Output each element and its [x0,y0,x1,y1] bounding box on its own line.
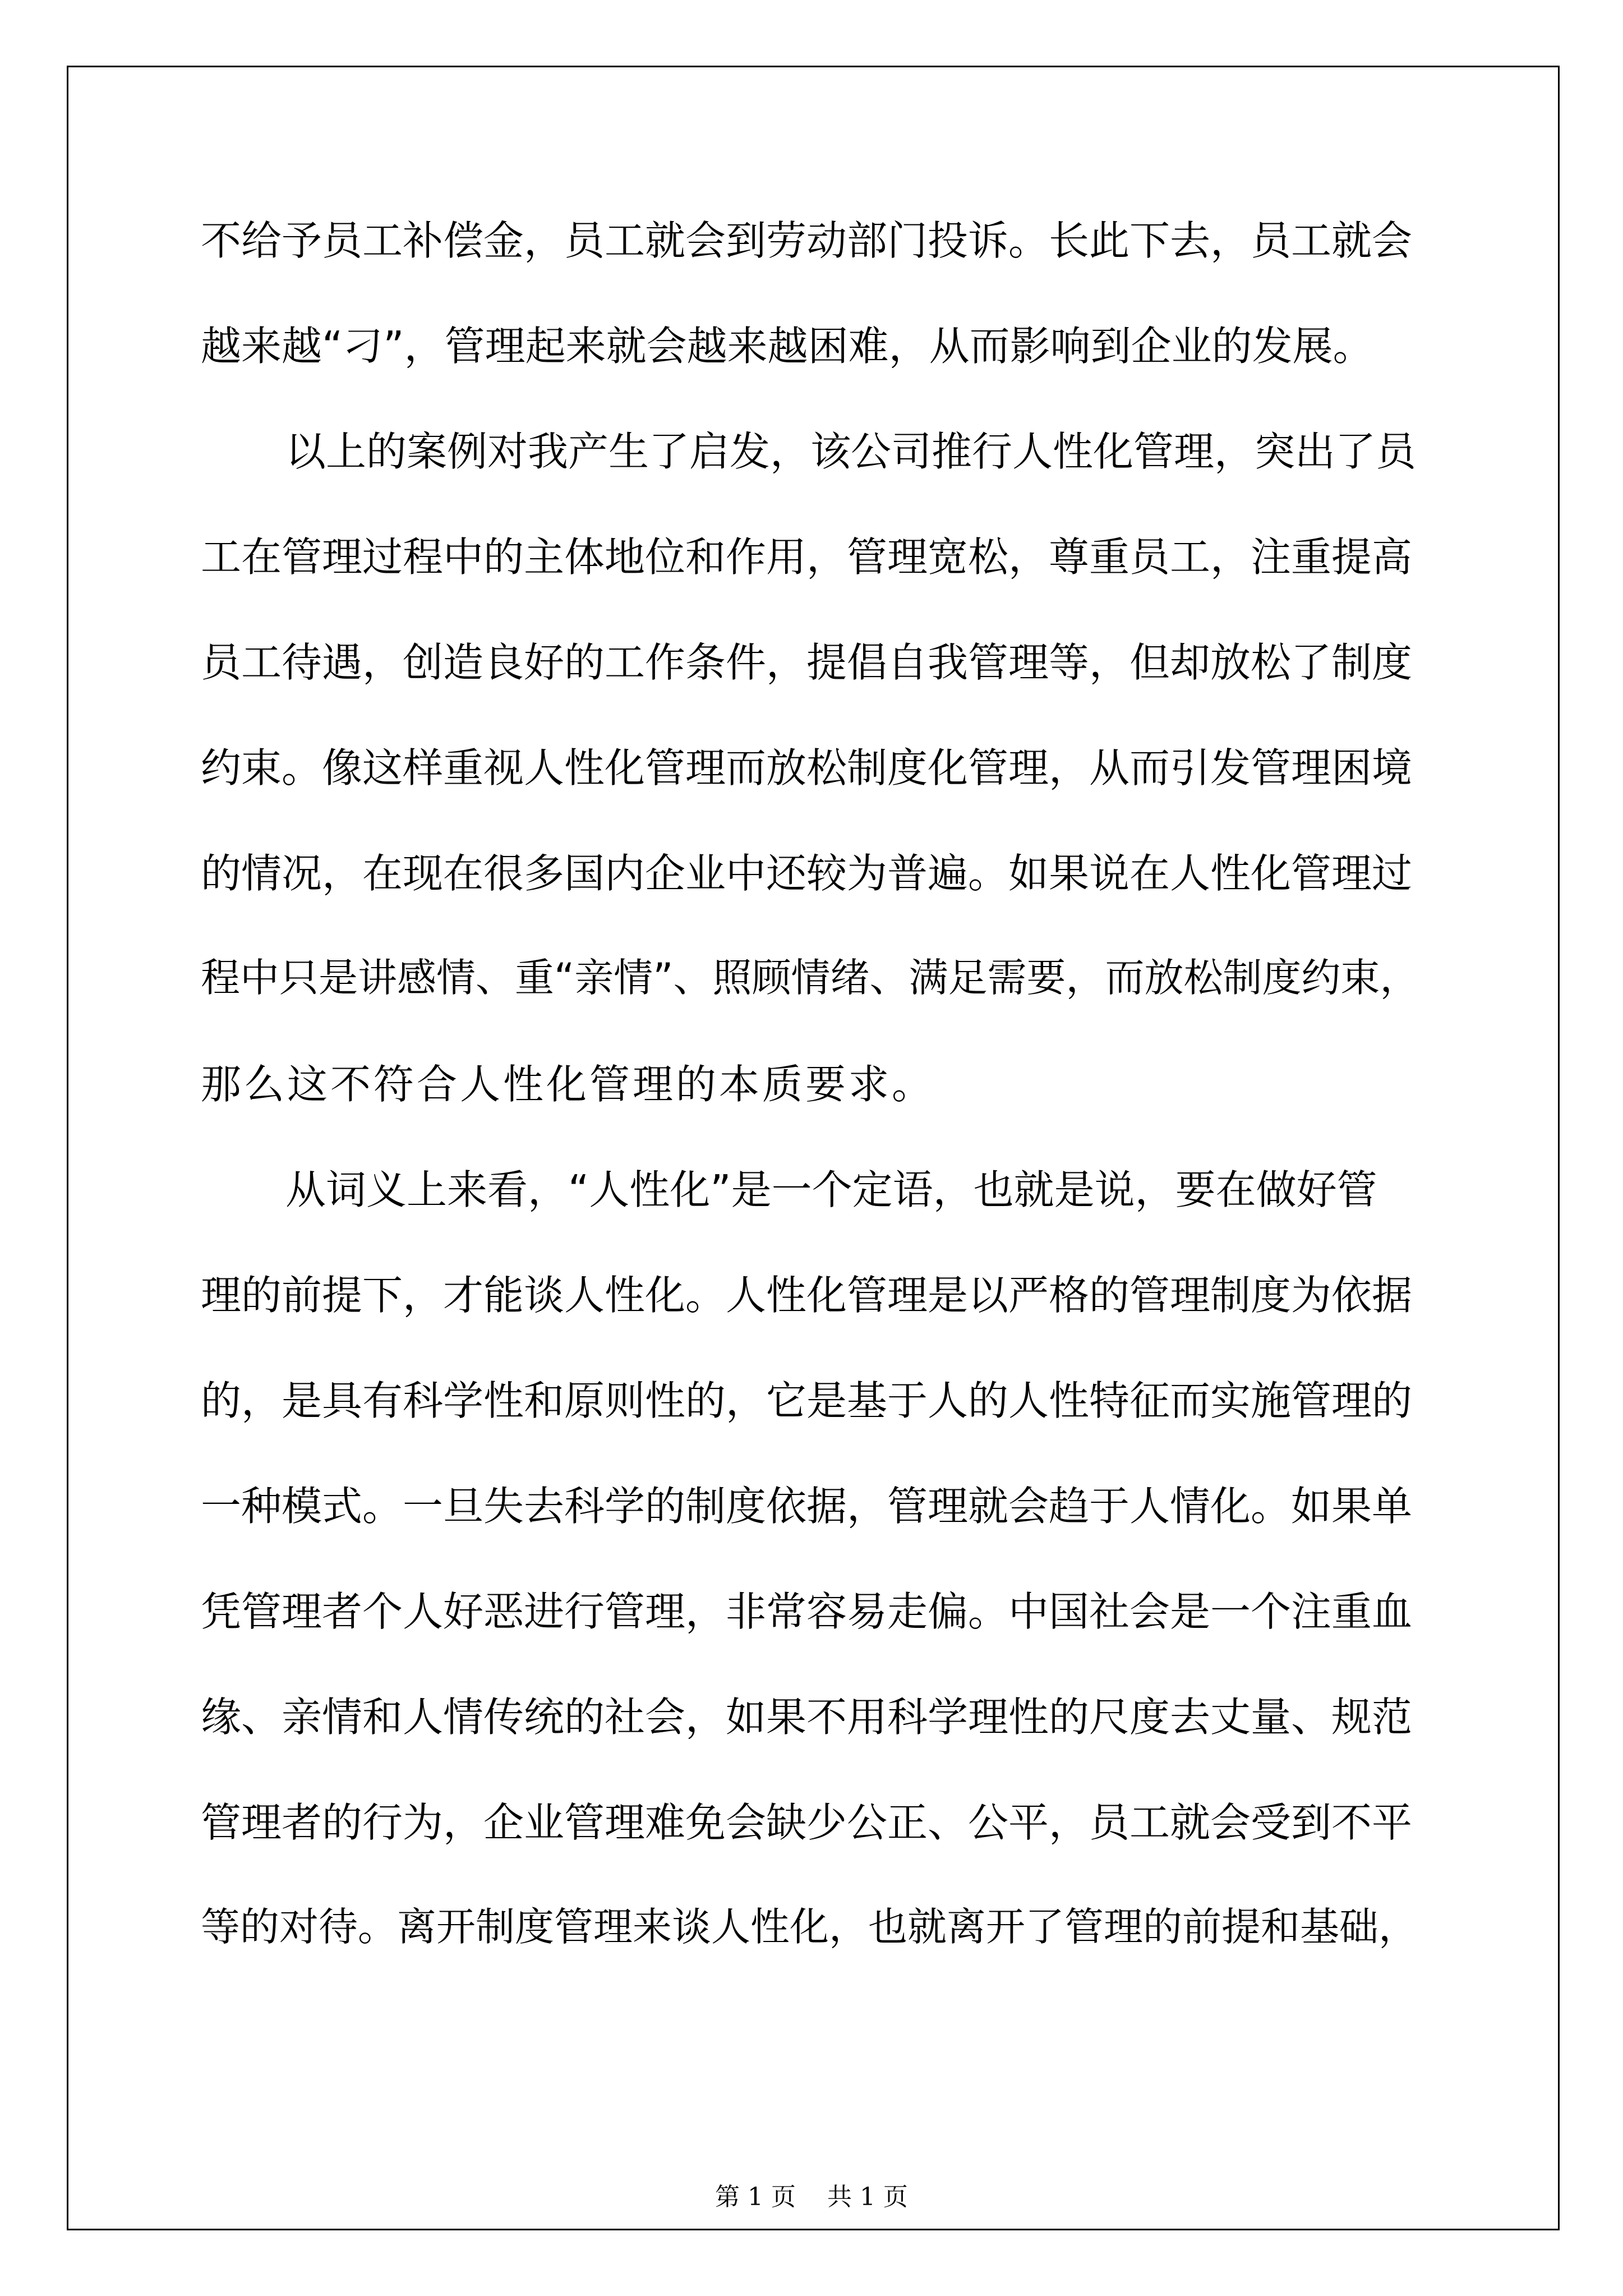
text-line: 管理者的行为，企业管理难免会缺少公正、公平，员工就会受到不平 [201,1799,1413,1846]
text-line: 凭管理者个人好恶进行管理，非常容易走偏。中国社会是一个注重血 [201,1588,1413,1635]
text-line: 员工待遇，创造良好的工作条件，提倡自我管理等，但却放松了制度 [201,639,1413,686]
text-line: 程中只是讲感情、重“亲情”、照顾情绪、满足需要，而放松制度约束， [201,955,1419,1001]
text-line: 缘、亲情和人情传统的社会，如果不用科学理性的尺度去丈量、规范 [201,1694,1413,1741]
text-line: 工在管理过程中的主体地位和作用，管理宽松，尊重员工，注重提高 [201,533,1413,581]
text-line: 以上的案例对我产生了启发，该公司推行人性化管理，突出了员 [285,428,1417,475]
text-line: 越来越“刁”，管理起来就会越来越困难，从而影响到企业的发展。 [201,323,1373,370]
text-line: 那么这不符合人性化管理的本质要求。 [201,1061,935,1108]
text-line: 一种模式。一旦失去科学的制度依据，管理就会趋于人情化。如果单 [201,1483,1413,1530]
text-line: 从词义上来看，“人性化”是一个定语，也就是说，要在做好管 [285,1166,1377,1213]
text-line: 的情况，在现在很多国内企业中还较为普遍。如果说在人性化管理过 [201,850,1413,897]
text-line: 等的对待。离开制度管理来谈人性化，也就离开了管理的前提和基础， [201,1904,1418,1950]
text-line: 约束。像这样重视人性化管理而放松制度化管理，从而引发管理困境 [201,744,1413,792]
text-line: 的，是具有科学性和原则性的，它是基于人的人性特征而实施管理的 [201,1377,1413,1424]
text-line: 理的前提下，才能谈人性化。人性化管理是以严格的管理制度为依据 [201,1272,1413,1319]
page-number-footer: 第 1 页 共 1 页 [715,2183,908,2211]
text-line: 不给予员工补偿金，员工就会到劳动部门投诉。长此下去，员工就会 [201,217,1413,264]
document-body [201,208,1435,2001]
